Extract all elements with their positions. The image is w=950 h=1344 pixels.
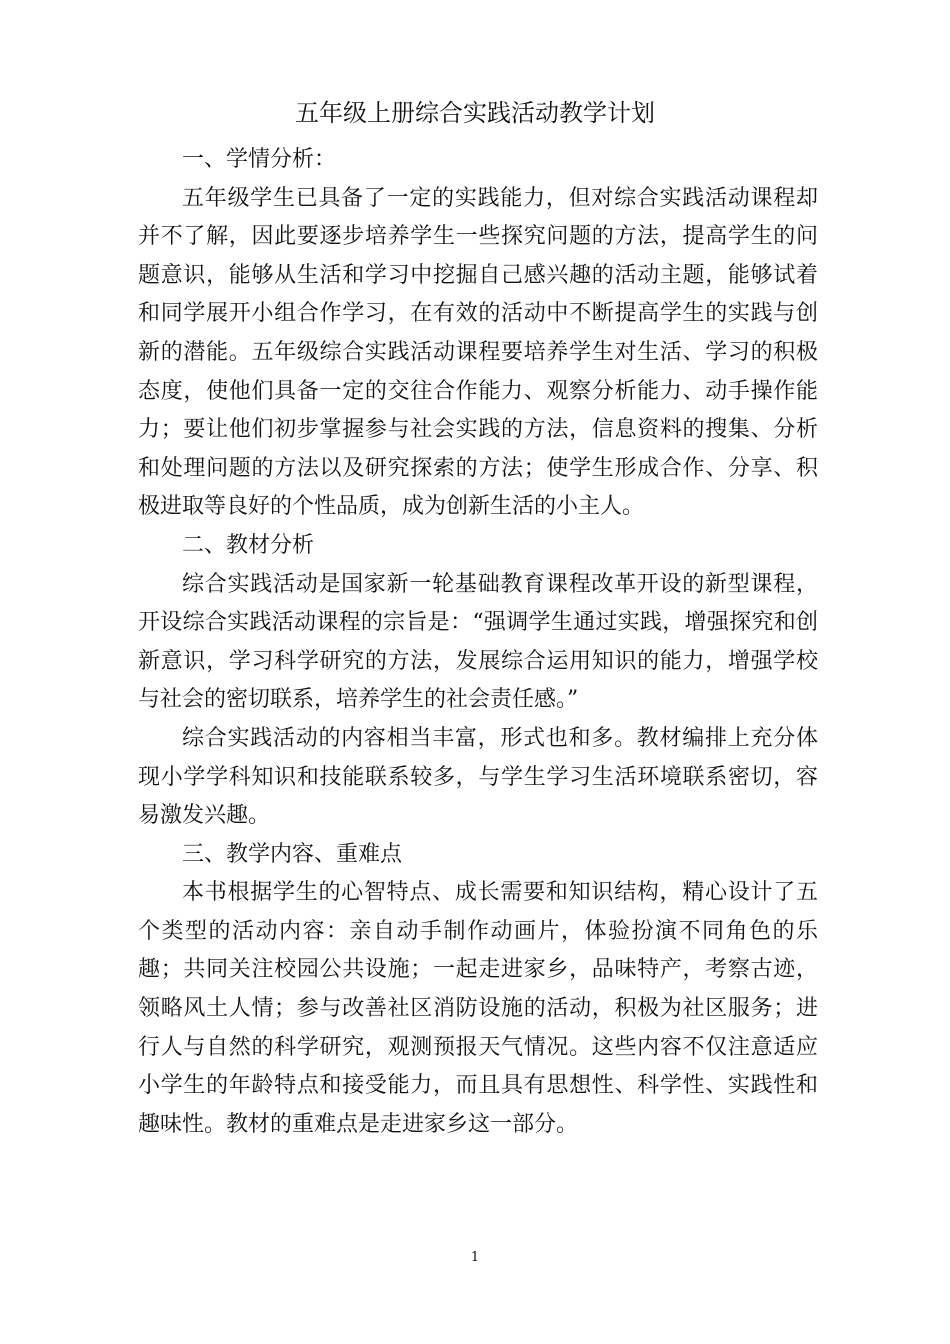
document-body	[138, 141, 818, 1144]
section-heading-teaching-content: 三、教学内容、重难点	[182, 841, 403, 867]
paragraph-student-analysis: 五年级学生已具备了一定的实践能力，但对综合实践活动课程却并不了解，因此要逐步培养学生一些探究问题的方法，提高学生的问题意识，能够从生活和学习中挖掘自己感兴趣的活动主题，能够试着和同学展开小组合作学习，在有效的活动中不断提高学生的实践与创新的潜能。五年级综合实践活动课程要培养学生对生活、学习的积极态度，使他们具备一定的交往合作能力、观察分析能力、动手操作能力；要让他们初步掌握参与社会实践的方法，信息资料的搜集、分析和处理问题的方法以及研究探索的方法；使学生形成合作、分享、积极进取等良好的个性品质，成为创新生活的小主人。	[138, 185, 818, 520]
paragraph-textbook-analysis: 综合实践活动是国家新一轮基础教育课程改革开设的新型课程，开设综合实践活动课程的宗旨是：“强调学生通过实践，增强探究和创新意识，学习科学研究的方法，发展综合运用知识的能力，增强学校与社会的密切联系，培养学生的社会责任感。”	[138, 571, 818, 713]
document-title: 五年级上册综合实践活动教学计划	[295, 99, 655, 127]
section-heading-textbook-analysis: 二、教材分析	[182, 532, 315, 558]
page-number: 1	[470, 1250, 480, 1265]
section-heading-student-analysis: 一、学情分析：	[182, 147, 337, 172]
paragraph-textbook-content: 综合实践活动的内容相当丰富，形式也和多。教材编排上充分体现小学学科知识和技能联系较多，与学生学习生活环境联系密切，容易激发兴趣。	[138, 725, 818, 829]
paragraph-teaching-content: 本书根据学生的心智特点、成长需要和知识结构，精心设计了五个类型的活动内容：亲自动手制作动画片，体验扮演不同角色的乐趣；共同关注校园公共设施；一起走进家乡，品味特产，考察古迹，领略风土人情；参与改善社区消防设施的活动，积极为社区服务；进行人与自然的科学研究，观测预报天气情况。这些内容不仅注意适应小学生的年龄特点和接受能力，而且具有思想性、科学性、实践性和趣味性。教材的重难点是走进家乡这一部分。	[138, 880, 818, 1137]
